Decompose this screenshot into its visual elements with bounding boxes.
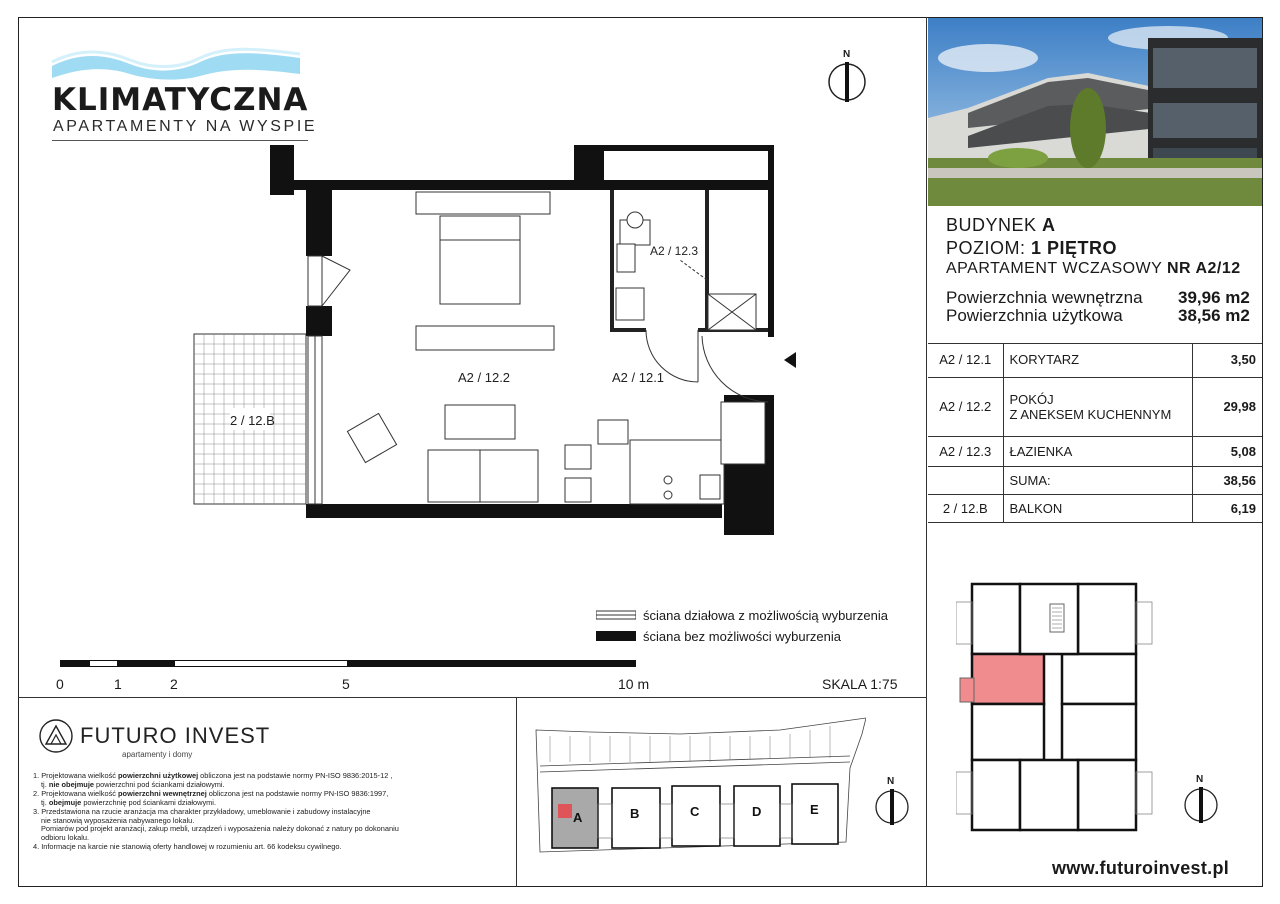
internal-area-value: 39,96 m2 — [1178, 288, 1250, 307]
room-code: A2 / 12.3 — [928, 436, 1003, 466]
wave-logo-icon — [50, 44, 305, 82]
brand-title: KLIMATYCZNA — [52, 82, 309, 118]
site-building-a-label: A — [573, 810, 583, 825]
note-1-text-end: obliczona jest na podstawie normy PN-ISO 9836:2015-12 , — [198, 771, 393, 780]
site-building-b-label: B — [630, 806, 640, 821]
note-3: 3. Przedstawiona na rzucie aranżacja ma charakter przykładowy, umeblowanie i zabudowy instalacyjne — [33, 806, 371, 816]
room-name: KORYTARZ — [1003, 343, 1192, 377]
divider-right-panel — [926, 17, 927, 887]
room-name-line2: Z ANEKSEM KUCHENNYM — [1009, 406, 1172, 422]
room-name: ŁAZIENKA — [1003, 436, 1192, 466]
key-floor-plan — [956, 582, 1160, 844]
room-area: 3,50 — [1192, 343, 1262, 377]
usable-area-label: Powierzchnia użytkowa — [946, 306, 1123, 325]
apartment-label: APARTAMENT WCZASOWY — [946, 260, 1167, 277]
table-row — [928, 466, 1262, 494]
legend-bearing-swatch — [596, 631, 636, 641]
note-1-cont-text: tj. — [41, 779, 49, 789]
apartment-info — [946, 260, 1241, 278]
legend-partition-swatch — [596, 609, 636, 621]
room-name: BALKON — [1003, 494, 1192, 522]
room-area: 6,19 — [1192, 494, 1262, 522]
building-rendering — [928, 18, 1262, 206]
note-3-cont-b: Pomiarów pod projekt aranżacji, zakup mebli, urządzeń i wyposażenia należy dokonać z natury po dokonaniu — [41, 824, 399, 834]
scale-label: SKALA 1:75 — [822, 676, 898, 692]
scale-tick-0: 0 — [56, 676, 64, 692]
site-north-label: N — [887, 776, 895, 787]
note-3-cont-a: nie stanowią wyposażenia nabywanego lokalu. — [41, 815, 195, 825]
scale-tick-2: 2 — [170, 676, 178, 692]
room-code: A2 / 12.2 — [928, 377, 1003, 436]
room-name-cell — [1003, 377, 1192, 436]
building-info — [946, 215, 1056, 236]
note-2-cont-text: tj. — [41, 797, 49, 807]
divider-footer-site — [516, 697, 517, 887]
note-2-cont-end: powierzchnię pod ściankami działowymi. — [81, 797, 216, 807]
developer-tagline: apartamenty i domy — [122, 750, 193, 759]
developer-name: FUTURO INVEST — [80, 723, 271, 748]
legend-bearing-label: ściana bez możliwości wyburzenia — [643, 629, 841, 644]
room-label-bath: A2 / 12.3 — [650, 244, 699, 258]
site-north-arrow-icon — [874, 788, 910, 826]
usable-area-value: 38,56 m2 — [1178, 306, 1250, 325]
note-1-bold: powierzchni użytkowej — [118, 771, 199, 780]
level-value: 1 PIĘTRO — [1031, 238, 1118, 258]
table-row — [928, 343, 1262, 377]
site-building-c-label: C — [690, 804, 700, 819]
table-row — [928, 494, 1262, 522]
table-row — [928, 377, 1262, 436]
scale-tick-5: 5 — [342, 676, 350, 692]
level-info — [946, 238, 1117, 259]
room-code: 2 / 12.B — [928, 494, 1003, 522]
brand-subtitle: APARTAMENTY NA WYSPIE — [53, 118, 318, 135]
building-value: A — [1042, 215, 1056, 235]
key-north-label: N — [1196, 774, 1204, 785]
room-area: 29,98 — [1192, 377, 1262, 436]
north-arrow-icon — [827, 60, 867, 104]
apartment-value: NR A2/12 — [1166, 260, 1241, 277]
site-building-e-label: E — [810, 802, 819, 817]
room-area: 5,08 — [1192, 436, 1262, 466]
room-code: A2 / 12.1 — [928, 343, 1003, 377]
note-1-cont-bold: nie obejmuje — [48, 779, 94, 789]
scale-bar — [60, 660, 636, 668]
note-4: 4. Informacje na karcie nie stanowią oferty handlowej w rozumieniu art. 66 kodeksu cywilnego. — [33, 842, 342, 852]
note-2-bold: powierzchni wewnętrznej — [118, 788, 207, 798]
note-2-cont-bold: obejmuje — [48, 797, 82, 807]
room-label-balcony: 2 / 12.B — [230, 413, 275, 428]
website-link[interactable]: www.futuroinvest.pl — [1052, 858, 1230, 878]
rooms-table — [928, 343, 1262, 523]
room-code — [928, 466, 1003, 494]
note-1-cont-end: powierzchni pod ściankami działowymi. — [94, 779, 225, 789]
legend-partition-label: ściana działowa z możliwością wyburzenia — [643, 608, 888, 623]
site-plan — [530, 712, 866, 862]
scale-tick-10: 10 m — [618, 676, 650, 692]
room-area: 38,56 — [1192, 466, 1262, 494]
room-label-living: A2 / 12.2 — [458, 370, 511, 385]
scale-tick-1: 1 — [114, 676, 122, 692]
site-building-d-label: D — [752, 804, 762, 819]
table-row — [928, 436, 1262, 466]
note-2-text: 2. Projektowana wielkość — [33, 788, 119, 798]
building-label: BUDYNEK — [946, 215, 1043, 235]
note-2-text-end: obliczona jest na podstawie normy PN-ISO 9836:1997, — [206, 788, 389, 798]
note-3-cont-c: odbioru lokalu. — [41, 833, 90, 843]
room-name: POKÓJ — [1009, 391, 1054, 407]
internal-area-label: Powierzchnia wewnętrzna — [946, 288, 1143, 307]
room-label-corridor: A2 / 12.1 — [612, 370, 665, 385]
futuro-invest-logo-icon — [38, 718, 74, 754]
key-north-arrow-icon — [1183, 786, 1219, 824]
level-label: POZIOM: — [946, 238, 1031, 258]
floor-plan — [180, 140, 800, 540]
room-name: SUMA: — [1003, 466, 1192, 494]
divider-footer — [18, 697, 926, 698]
footer-notes — [33, 772, 513, 852]
north-label: N — [843, 49, 851, 60]
note-1-text: 1. Projektowana wielkość — [33, 771, 119, 780]
